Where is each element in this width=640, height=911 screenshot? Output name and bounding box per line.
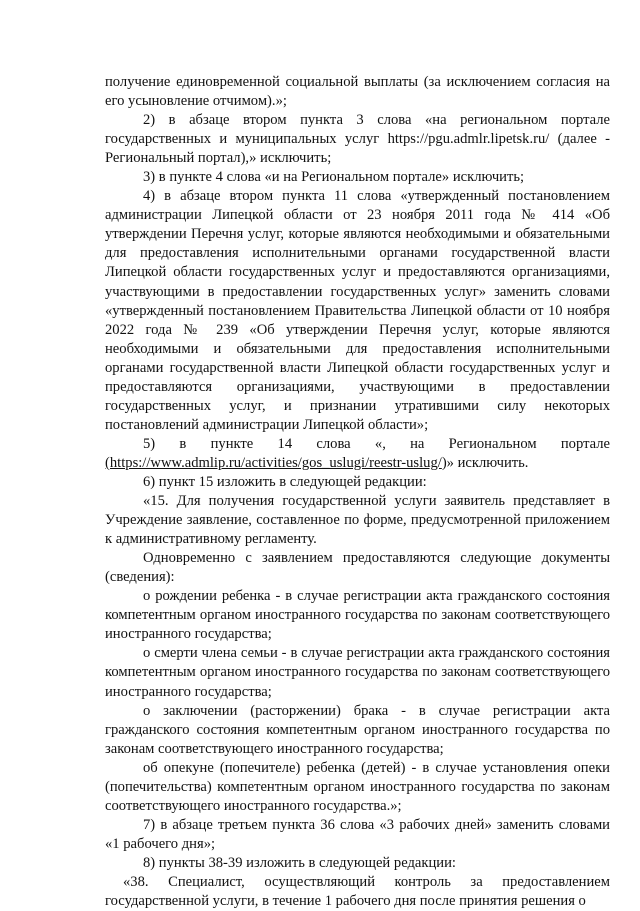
registry-link[interactable]: (https://www.admlip.ru/activities/gos_uslugi/reestr-uslug/ — [105, 454, 442, 471]
item-5-text-after: )» исключить. — [441, 454, 529, 471]
paragraph-item-5 — [105, 435, 610, 473]
paragraph-death: о смерти члена семьи - в случае регистрации акта гражданского состояния компетентным органом иностранного государства по законам соответствующего иностранного государства; — [105, 645, 610, 700]
paragraph-item-7: 7) в абзаце третьем пункта 36 слова «3 рабочих дней» заменить словами «1 рабочего дня»; — [105, 816, 610, 852]
paragraph-simultaneously: Одновременно с заявлением предоставляются следующие документы (сведения): — [105, 550, 610, 586]
paragraph-item-6: 6) пункт 15 изложить в следующей редакции: — [143, 473, 427, 490]
paragraph-item-4: 4) в абзаце втором пункта 11 слова «утвержденный постановлением администрации Липецкой области от 23 ноября 2011 года № 414 «Об утверждении Перечня услуг, которые являются необходимыми и обязательными для предоставления исполнительными органами государственной власти Липецкой области государственных услуг и предоставляются организациями, участвующими в предоставлении государственных услуг» заменить словами «утвержденный постановлением Правительства Липецкой области от 10 ноября 2022 года № 239 «Об утверждении Перечня услуг, которые являются необходимыми и обязательными для предоставления исполнительными органами государственной власти Липецкой области государственных услуг и предоставляются организациями, участвующими в предоставлении государственных услуг, и признании утратившими силу некоторых постановлений администрации Липецкой области»; — [105, 188, 610, 433]
paragraph-guardian: об опекуне (попечителе) ребенка (детей) - в случае установления опеки (попечительства) компетентным органом иностранного государства по законам соответствующего иностранного государства.»; — [105, 759, 610, 814]
item-5-text-before: 5) в пункте 14 слова «, на Региональном портале — [143, 435, 610, 452]
document-body — [105, 73, 610, 911]
paragraph-marriage: о заключении (расторжении) брака - в случае регистрации акта гражданского состояния компетентным органом иностранного государства по законам соответствующего иностранного государства; — [105, 702, 610, 757]
paragraph-birth: о рождении ребенка - в случае регистрации акта гражданского состояния компетентным органом иностранного государства по законам соответствующего иностранного государства; — [105, 588, 610, 643]
paragraph-quote-15: «15. Для получения государственной услуги заявитель представляет в Учреждение заявление, составленное по форме, предусмотренной приложением к административному регламенту. — [105, 493, 610, 548]
paragraph-item-2: 2) в абзаце втором пункта 3 слова «на региональном портале государственных и муниципальных услуг https://pgu.admlr.lipetsk.ru/ (далее - Региональный портал),» исключить; — [105, 112, 610, 167]
paragraph-quote-38: «38. Специалист, осуществляющий контроль за предоставлением государственной услуги, в течение 1 рабочего дня после принятия решения о — [105, 873, 610, 910]
paragraph-item-3: 3) в пункте 4 слова «и на Региональном портале» исключить; — [143, 169, 525, 186]
paragraph-item-8: 8) пункты 38-39 изложить в следующей редакции: — [143, 854, 456, 871]
paragraph-continuation: получение единовременной социальной выплаты (за исключением согласия на его усыновление отчимом).»; — [105, 74, 610, 110]
